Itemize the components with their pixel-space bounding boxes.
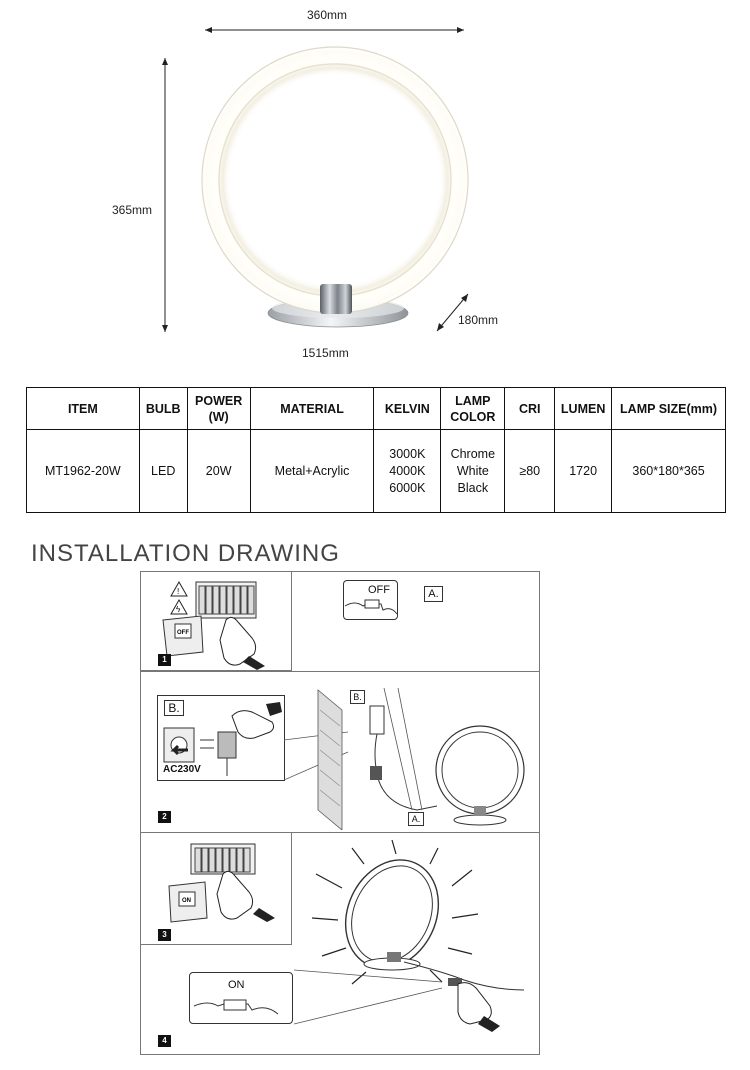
header-bulb: BULB <box>139 388 187 430</box>
on-switch-detail <box>190 996 292 1022</box>
svg-text:OFF: OFF <box>177 630 189 636</box>
cell-item: MT1962-20W <box>27 430 140 513</box>
cell-lamp-color: Chrome White Black <box>441 430 505 513</box>
header-item: ITEM <box>27 388 140 430</box>
label-a-cord: A. <box>408 812 424 826</box>
header-lamp-color: LAMP COLOR <box>441 388 505 430</box>
cell-cri: ≥80 <box>505 430 555 513</box>
header-kelvin: KELVIN <box>374 388 441 430</box>
label-b-wall: B. <box>350 690 365 704</box>
installation-heading: INSTALLATION DRAWING <box>31 540 340 567</box>
spec-table <box>26 387 726 513</box>
cell-bulb: LED <box>139 430 187 513</box>
base-dimension-label: 1515mm <box>302 346 349 360</box>
off-switch-detail <box>343 596 399 620</box>
label-a-top: A. <box>424 586 443 602</box>
table-row <box>27 430 726 513</box>
svg-text:ϟ: ϟ <box>176 605 181 614</box>
on-callout: ON <box>189 972 293 1024</box>
header-material: MATERIAL <box>250 388 374 430</box>
lamp-dimension-drawing <box>0 0 750 370</box>
step-3-number: 3 <box>158 929 171 941</box>
height-dimension-label: 365mm <box>112 203 153 217</box>
cell-lamp-size: 360*180*365 <box>612 430 726 513</box>
width-dimension-label: 360mm <box>307 8 348 22</box>
step-2-number: 2 <box>158 811 171 823</box>
svg-text:ON: ON <box>182 898 191 904</box>
header-lamp-size: LAMP SIZE(mm) <box>612 388 726 430</box>
cell-material: Metal+Acrylic <box>250 430 374 513</box>
cell-power: 20W <box>187 430 250 513</box>
breaker-on-illustration <box>141 834 291 944</box>
cell-kelvin: 3000K 4000K 6000K <box>374 430 441 513</box>
wall-plug-lamp-illustration <box>284 680 540 830</box>
depth-dimension-label: 180mm <box>458 313 499 327</box>
off-callout: OFF <box>343 580 398 620</box>
table-header-row <box>27 388 726 430</box>
voltage-label: AC230V <box>163 764 201 775</box>
label-b-detail: B. <box>164 700 184 716</box>
header-power: POWER (W) <box>187 388 250 430</box>
header-cri: CRI <box>505 388 555 430</box>
svg-text:!: ! <box>177 587 180 596</box>
cell-lumen: 1720 <box>555 430 612 513</box>
step-4-number: 4 <box>158 1035 171 1047</box>
header-lumen: LUMEN <box>555 388 612 430</box>
step-1-number: 1 <box>158 654 171 666</box>
